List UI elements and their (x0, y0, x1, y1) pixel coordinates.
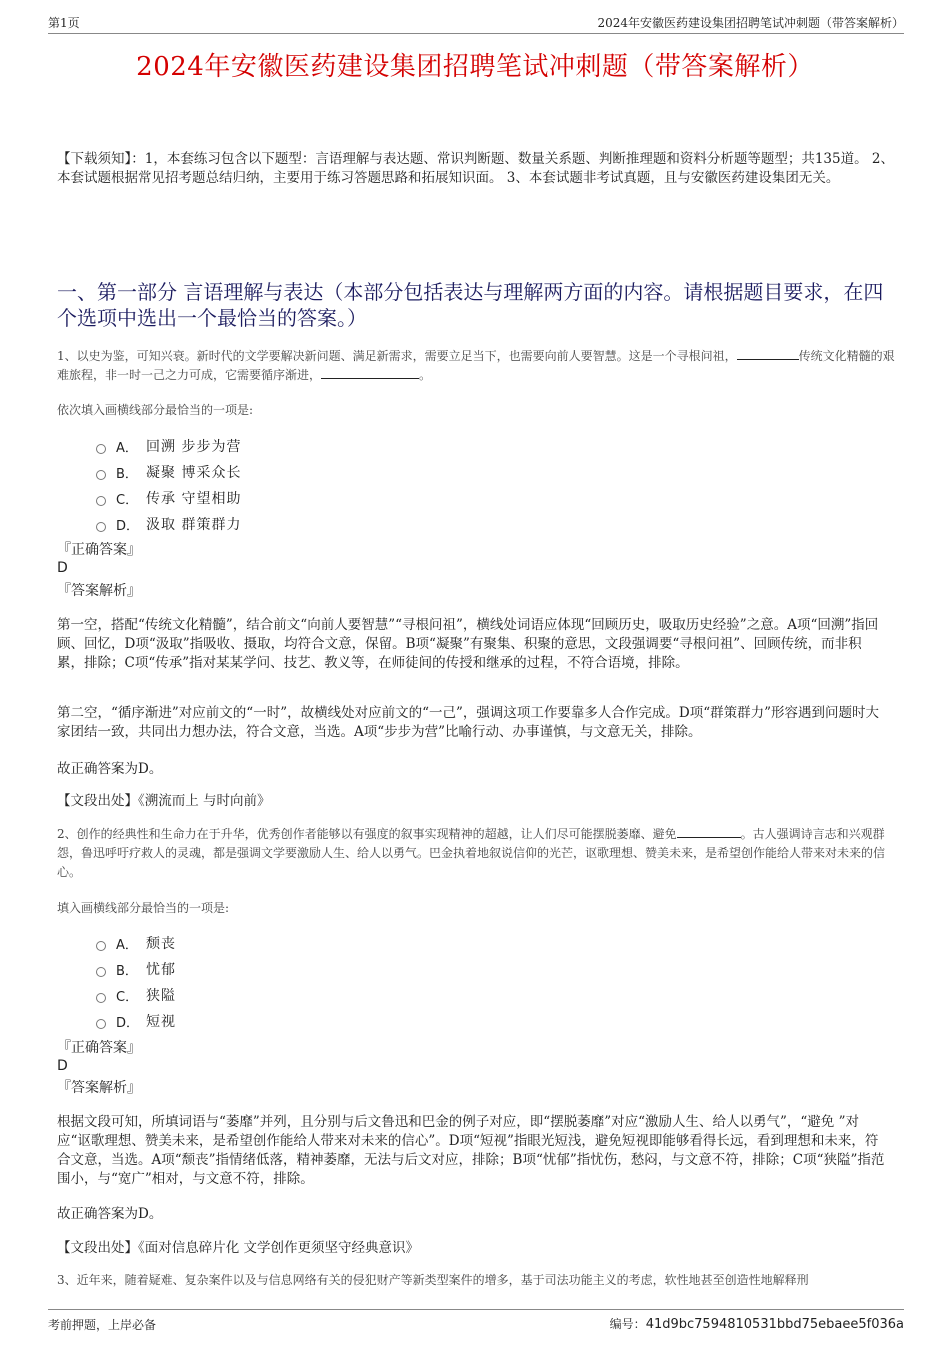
answer-label: 『正确答案』 (57, 542, 141, 558)
option-a[interactable]: A． 回溯 步步为营 (96, 433, 241, 459)
analysis-label: 『答案解析』 (57, 583, 141, 599)
analysis-paragraph: 第二空，“循序渐进”对应前文的“一时”，故横线处对应前文的“一己”，强调这项工作要靠多人合作完成。D项“群策群力”形容遇到问题时大家团结一致，共同出力想办法，符合文意，当选。A项“步步为营”比喻行动、办事谨慎，与文意无关，排除。 (57, 705, 880, 740)
page-header (48, 11, 904, 34)
analysis-label: 『答案解析』 (57, 1080, 141, 1096)
question-2-options (96, 930, 176, 1034)
question-1-options (96, 433, 241, 537)
analysis-paragraph: 根据文段可知，所填词语与“萎靡”并列，且分别与后文鲁迅和巴金的例子对应，即“摆脱萎靡”对应“激励人生、给人以勇气”，“避免 ”对应“讴歌理想、赞美未来，是希望创作能给人带来对未来的信心”。D项“短视”指眼光短浅，避免短视即能够看得长远，看到理想和未来，符合文意，当选。A项“颓丧”指情绪低落，精神萎靡，无法与后文对应，排除；B项“忧郁”指忧伤，愁闷，与文意不符，排除；C项“狭隘”指范围小，与“宽广”相对，与文意不符，排除。 (57, 1114, 885, 1187)
option-d[interactable]: D． 短视 (96, 1008, 176, 1034)
analysis-paragraph: 第一空，搭配“传统文化精髓”，结合前文“向前人要智慧”“寻根问祖”，横线处词语应体现“回顾历史，吸取历史经验”之意。A项“回溯”指回顾、回忆，D项“汲取”指吸收、摄取，均符合文意，保留。B项“凝聚”有聚集、积聚的意思，文段强调要“寻根问祖”、回顾传统，而非积累，排除；C项“传承”指对某某学问、技艺、教义等，在师徒间的传授和继承的过程，不符合语境，排除。 (57, 617, 879, 671)
answer-blank (321, 366, 419, 379)
correct-answer: D (57, 560, 68, 576)
page-title: 2024年安徽医药建设集团招聘笔试冲刺题（带答案解析） (136, 52, 814, 82)
option-c[interactable]: C． 传承 守望相助 (96, 485, 241, 511)
question-2-text: 2、创作的经典性和生命力在于升华，优秀创作者能够以有强度的叙事实现精神的超越，让人们尽可能摆脱萎靡、避免 。古人强调诗言志和兴观群怨，鲁迅呼吁疗救人的灵魂，都是强调文学要激励人生、给人以勇气。巴金执着地叙说信仰的光芒，讴歌理想、赞美未来，是希望创作能给人带来对未来的信心。 (57, 827, 886, 879)
radio-icon[interactable] (96, 993, 106, 1003)
footer-slogan: 考前押题，上岸必备 (48, 1318, 157, 1332)
option-b[interactable]: B． 凝聚 博采众长 (96, 459, 241, 485)
source-citation: 【文段出处】《面对信息碎片化 文学创作更须坚守经典意识》 (57, 1240, 420, 1256)
option-b[interactable]: B． 忧郁 (96, 956, 176, 982)
radio-icon[interactable] (96, 941, 106, 951)
option-d[interactable]: D． 汲取 群策群力 (96, 511, 241, 537)
correct-answer: D (57, 1058, 68, 1074)
option-c[interactable]: C． 狭隘 (96, 982, 176, 1008)
page-footer (48, 1309, 904, 1336)
radio-icon[interactable] (96, 470, 106, 480)
source-citation: 【文段出处】《溯流而上 与时向前》 (57, 793, 271, 809)
download-notice: 【下载须知】：1，本套练习包含以下题型：言语理解与表达题、常识判断题、数量关系题、判断推理题和资料分析题等题型；共135道。 2、本套试题根据常见招考题总结归纳，主要用于练习答题思路和拓展知识面。 3、本套试题非考试真题，且与安徽医药建设集团无关。 (57, 151, 894, 186)
radio-icon[interactable] (96, 444, 106, 454)
question-2-prompt: 填入画横线部分最恰当的一项是: (57, 901, 230, 915)
radio-icon[interactable] (96, 967, 106, 977)
header-doc-title: 2024年安徽医药建设集团招聘笔试冲刺题（带答案解析） (597, 16, 904, 30)
radio-icon[interactable] (96, 496, 106, 506)
radio-icon[interactable] (96, 1019, 106, 1029)
answer-label: 『正确答案』 (57, 1040, 141, 1056)
option-a[interactable]: A． 颓丧 (96, 930, 176, 956)
conclusion: 故正确答案为D。 (57, 761, 163, 777)
page-number: 第1页 (48, 16, 80, 30)
question-1-prompt: 依次填入画横线部分最恰当的一项是: (57, 403, 254, 417)
answer-blank (677, 825, 741, 838)
question-1-text: 1、以史为鉴，可知兴衰。新时代的文学要解决新问题、满足新需求，需要立足当下，也需要向前人要智慧。这是一个寻根问祖， 传统文化精髓的艰难旅程，非一时一己之力可成，它需要循序渐进， 。 (57, 349, 895, 382)
document-code: 编号：41d9bc7594810531bbd75ebaee5f036a (609, 1317, 904, 1332)
section-heading: 一、第一部分 言语理解与表达（本部分包括表达与理解两方面的内容。请根据题目要求，在四个选项中选出一个最恰当的答案。） (57, 280, 884, 330)
answer-blank (737, 347, 799, 360)
question-3-text: 3、近年来，随着疑难、复杂案件以及与信息网络有关的侵犯财产等新类型案件的增多，基于司法功能主义的考虑，软性地甚至创造性地解释刑 (57, 1273, 809, 1287)
conclusion: 故正确答案为D。 (57, 1206, 163, 1222)
radio-icon[interactable] (96, 522, 106, 532)
